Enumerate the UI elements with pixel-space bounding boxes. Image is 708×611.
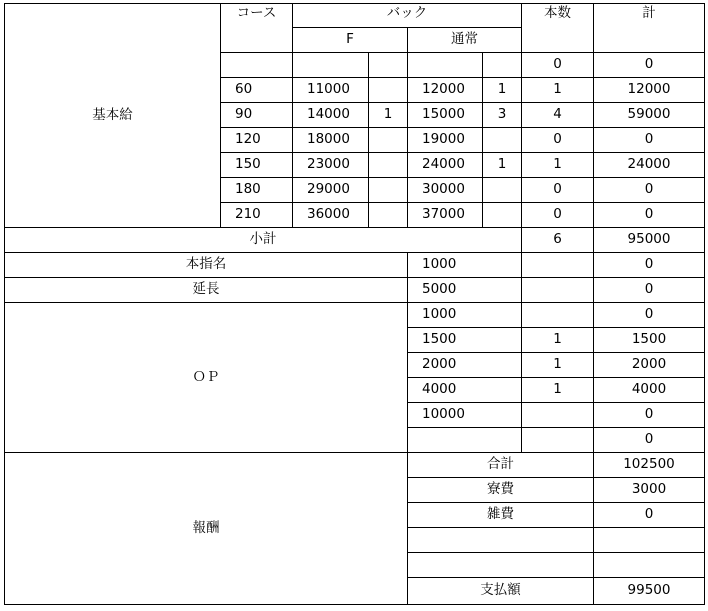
option-count-cell: 1 — [522, 328, 594, 353]
subtotal-label: 小計 — [4, 228, 522, 253]
regular-price-cell: 24000 — [408, 153, 483, 178]
regular-price-cell: 30000 — [408, 178, 483, 203]
subtotal-total: 95000 — [594, 228, 705, 253]
nomination-count — [522, 253, 594, 278]
free-price-cell: 29000 — [293, 178, 369, 203]
regular-qty-cell — [483, 53, 522, 78]
extension-label: 延長 — [4, 278, 408, 303]
option-price-cell — [408, 428, 522, 453]
free-qty-cell: 1 — [369, 103, 408, 128]
count-cell: 0 — [522, 53, 594, 78]
extension-price: 5000 — [408, 278, 522, 303]
count-cell: 0 — [522, 203, 594, 228]
option-total-cell: 0 — [594, 303, 705, 328]
free-price-cell — [293, 53, 369, 78]
free-qty-cell — [369, 203, 408, 228]
course-cell: 120 — [221, 128, 293, 153]
count-header: 本数 — [522, 3, 594, 53]
option-total-cell: 0 — [594, 428, 705, 453]
free-qty-cell — [369, 153, 408, 178]
total-cell: 24000 — [594, 153, 705, 178]
subtotal-count: 6 — [522, 228, 594, 253]
extension-count — [522, 278, 594, 303]
regular-qty-cell: 1 — [483, 78, 522, 103]
option-total-cell: 1500 — [594, 328, 705, 353]
option-price-cell: 2000 — [408, 353, 522, 378]
regular-qty-cell — [483, 203, 522, 228]
option-count-cell — [522, 403, 594, 428]
compensation-label: 報酬 — [4, 453, 408, 605]
blank-summary-cell — [408, 553, 594, 578]
count-cell: 0 — [522, 178, 594, 203]
blank-summary-value — [594, 528, 705, 553]
course-cell: 180 — [221, 178, 293, 203]
free-qty-cell — [369, 178, 408, 203]
regular-qty-cell: 1 — [483, 153, 522, 178]
pay-sheet-table — [4, 3, 705, 605]
nomination-label: 本指名 — [4, 253, 408, 278]
regular-header: 通常 — [408, 28, 522, 53]
nomination-price: 1000 — [408, 253, 522, 278]
free-qty-cell — [369, 78, 408, 103]
free-qty-cell — [369, 128, 408, 153]
free-header: F — [293, 28, 408, 53]
course-cell: 150 — [221, 153, 293, 178]
regular-qty-cell: 3 — [483, 103, 522, 128]
count-cell: 1 — [522, 78, 594, 103]
blank-summary-value — [594, 553, 705, 578]
payment-label: 支払額 — [408, 578, 594, 605]
option-count-cell: 1 — [522, 378, 594, 403]
nomination-total: 0 — [594, 253, 705, 278]
option-price-cell: 4000 — [408, 378, 522, 403]
free-price-cell: 23000 — [293, 153, 369, 178]
dorm-fee-value: 3000 — [594, 478, 705, 503]
free-price-cell: 14000 — [293, 103, 369, 128]
regular-price-cell: 37000 — [408, 203, 483, 228]
regular-price-cell: 15000 — [408, 103, 483, 128]
course-cell: 90 — [221, 103, 293, 128]
course-cell: 60 — [221, 78, 293, 103]
count-cell: 1 — [522, 153, 594, 178]
extension-total: 0 — [594, 278, 705, 303]
regular-qty-cell — [483, 178, 522, 203]
count-cell: 0 — [522, 128, 594, 153]
total-cell: 0 — [594, 203, 705, 228]
total-cell: 0 — [594, 53, 705, 78]
dorm-fee-label: 寮費 — [408, 478, 594, 503]
count-cell: 4 — [522, 103, 594, 128]
option-price-cell: 1500 — [408, 328, 522, 353]
payment-value: 99500 — [594, 578, 705, 605]
grand-total-label: 合計 — [408, 453, 594, 478]
option-count-cell — [522, 428, 594, 453]
misc-fee-value: 0 — [594, 503, 705, 528]
option-total-cell: 2000 — [594, 353, 705, 378]
back-header: バック — [293, 3, 522, 28]
total-cell: 0 — [594, 178, 705, 203]
free-price-cell: 18000 — [293, 128, 369, 153]
option-count-cell — [522, 303, 594, 328]
total-header: 計 — [594, 3, 705, 53]
regular-price-cell — [408, 53, 483, 78]
option-label: ＯＰ — [4, 303, 408, 453]
total-cell: 0 — [594, 128, 705, 153]
option-price-cell: 10000 — [408, 403, 522, 428]
option-count-cell: 1 — [522, 353, 594, 378]
free-qty-cell — [369, 53, 408, 78]
regular-price-cell: 12000 — [408, 78, 483, 103]
misc-fee-label: 雑費 — [408, 503, 594, 528]
option-total-cell: 0 — [594, 403, 705, 428]
free-price-cell: 36000 — [293, 203, 369, 228]
total-cell: 59000 — [594, 103, 705, 128]
blank-summary-cell — [408, 528, 594, 553]
course-header: コース — [221, 3, 293, 53]
total-cell: 12000 — [594, 78, 705, 103]
grand-total-value: 102500 — [594, 453, 705, 478]
regular-price-cell: 19000 — [408, 128, 483, 153]
course-cell: 210 — [221, 203, 293, 228]
base-pay-label: 基本給 — [4, 3, 221, 228]
course-cell — [221, 53, 293, 78]
option-price-cell: 1000 — [408, 303, 522, 328]
regular-qty-cell — [483, 128, 522, 153]
option-total-cell: 4000 — [594, 378, 705, 403]
free-price-cell: 11000 — [293, 78, 369, 103]
